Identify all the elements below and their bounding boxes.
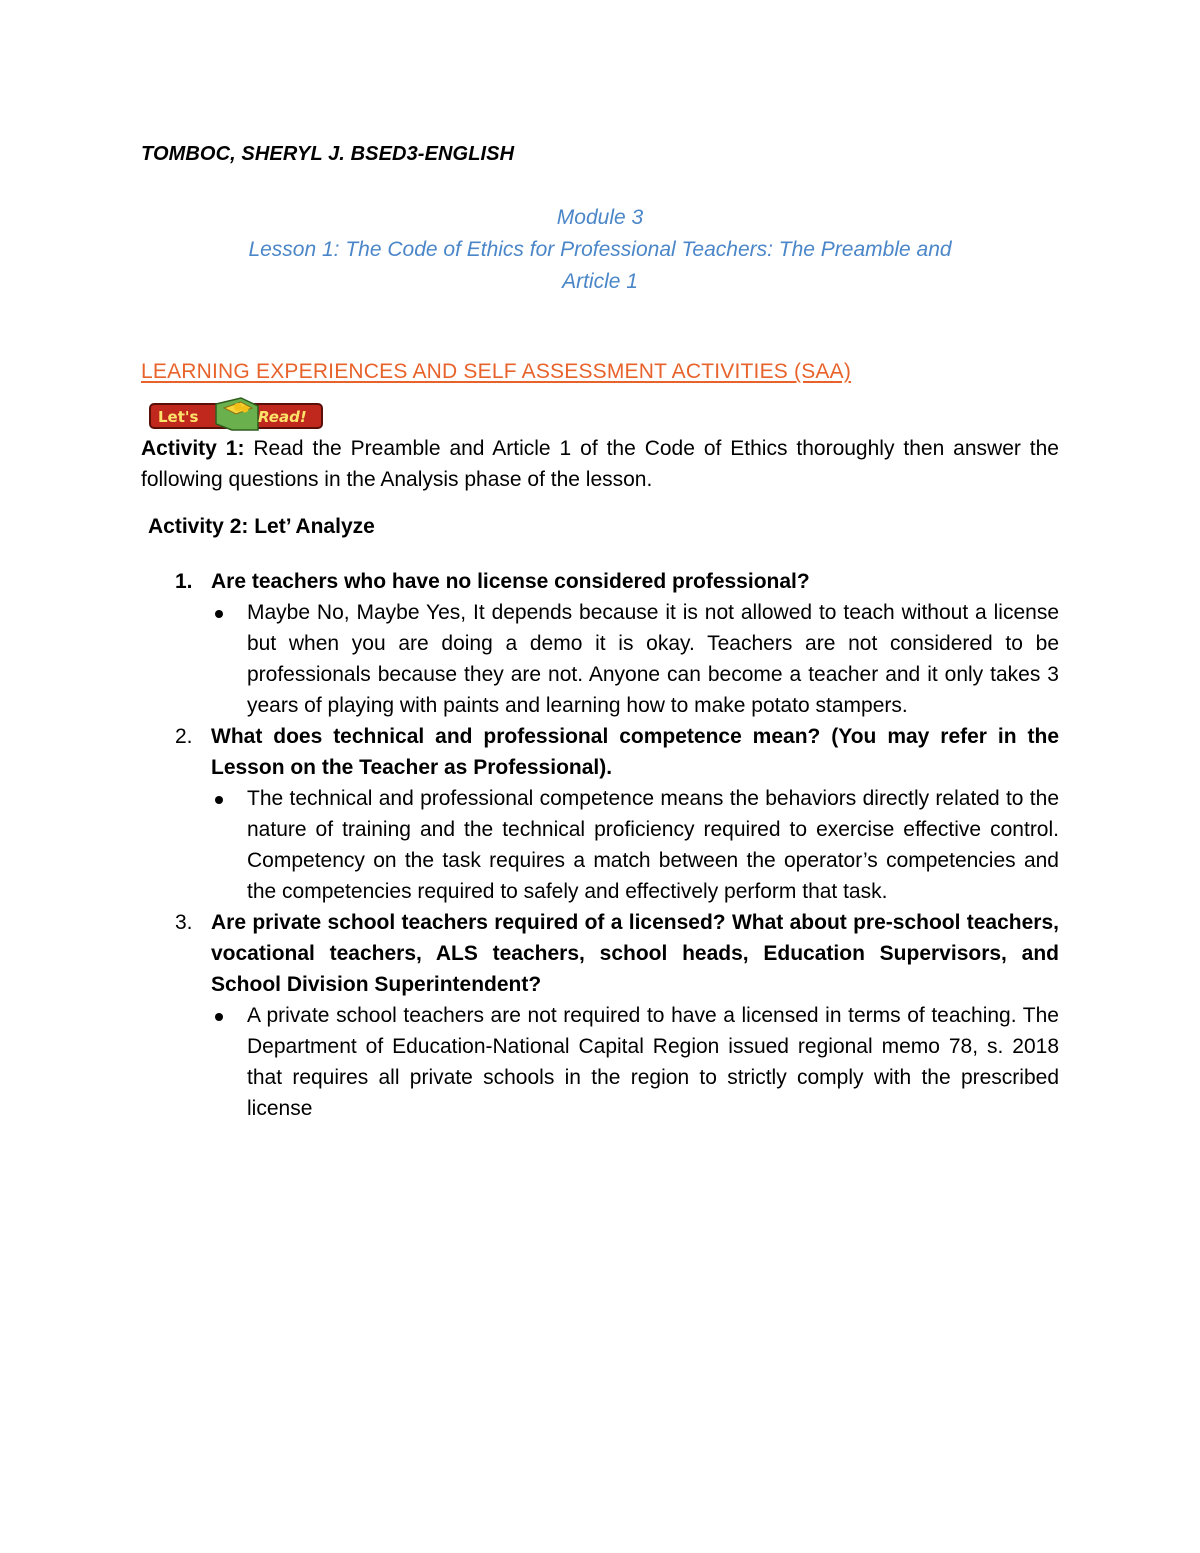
lesson-title-block — [141, 202, 1059, 298]
lesson-title-line2: Article 1 — [562, 270, 638, 293]
svg-text:Let's: Let's — [158, 408, 199, 426]
lets-read-badge-icon — [146, 396, 326, 432]
answer-item — [141, 597, 1059, 721]
question-text: What does technical and professional competence mean? (You may refer in the Lesson on the Teacher as Professional). — [211, 725, 1059, 779]
question-item — [141, 907, 1059, 1000]
question-text: Are private school teachers required of a licensed? What about pre-school teachers, vocational teachers, ALS teachers, school heads, Education Supervisors, and School Division Superintendent? — [211, 911, 1059, 996]
question-list — [141, 566, 1059, 1124]
author-line: TOMBOC, SHERYL J. BSED3-ENGLISH — [141, 143, 515, 165]
question-number: 1. — [175, 570, 193, 593]
module-title: Module 3 — [556, 206, 644, 229]
svg-text:Read!: Read! — [258, 408, 307, 426]
activity-1-label: Activity 1: — [141, 437, 245, 460]
section-heading: LEARNING EXPERIENCES AND SELF ASSESSMENT ACTIVITIES (SAA) — [141, 360, 852, 383]
question-item — [141, 566, 1059, 597]
bullet-icon — [215, 796, 223, 804]
bullet-icon — [215, 1013, 223, 1021]
lesson-title-line1: Lesson 1: The Code of Ethics for Professional Teachers: The Preamble and — [248, 238, 952, 261]
document-page — [141, 0, 1059, 1553]
activity-2-label: Activity 2: Let’ Analyze — [148, 515, 375, 538]
question-number: 2. — [175, 725, 193, 748]
question-text: Are teachers who have no license considered professional? — [211, 570, 810, 593]
question-number: 3. — [175, 911, 193, 934]
answer-text: The technical and professional competence means the behaviors directly related to the nature of training and the technical proficiency required to exercise effective control. Competency on the task requires a match between the operator’s competencies and the competencies required to safely and effectively perform that task. — [247, 787, 1059, 903]
activity-1-text: Read the Preamble and Article 1 of the Code of Ethics thoroughly then answer the following questions in the Analysis phase of the lesson. — [141, 437, 1059, 491]
answer-item — [141, 783, 1059, 907]
activity-1-paragraph — [141, 433, 1059, 495]
answer-text: A private school teachers are not required to have a licensed in terms of teaching. The Department of Education-National Capital Region issued regional memo 78, s. 2018 that requires all private schools in the region to strictly comply with the prescribed license — [247, 1004, 1059, 1120]
question-item — [141, 721, 1059, 783]
answer-text: Maybe No, Maybe Yes, It depends because it is not allowed to teach without a license but when you are doing a demo it is okay. Teachers are not considered to be professionals because they are not. Anyone can become a teacher and it only takes 3 years of playing with paints and learning how to make potato stampers. — [247, 601, 1059, 717]
answer-item — [141, 1000, 1059, 1124]
bullet-icon — [215, 610, 223, 618]
